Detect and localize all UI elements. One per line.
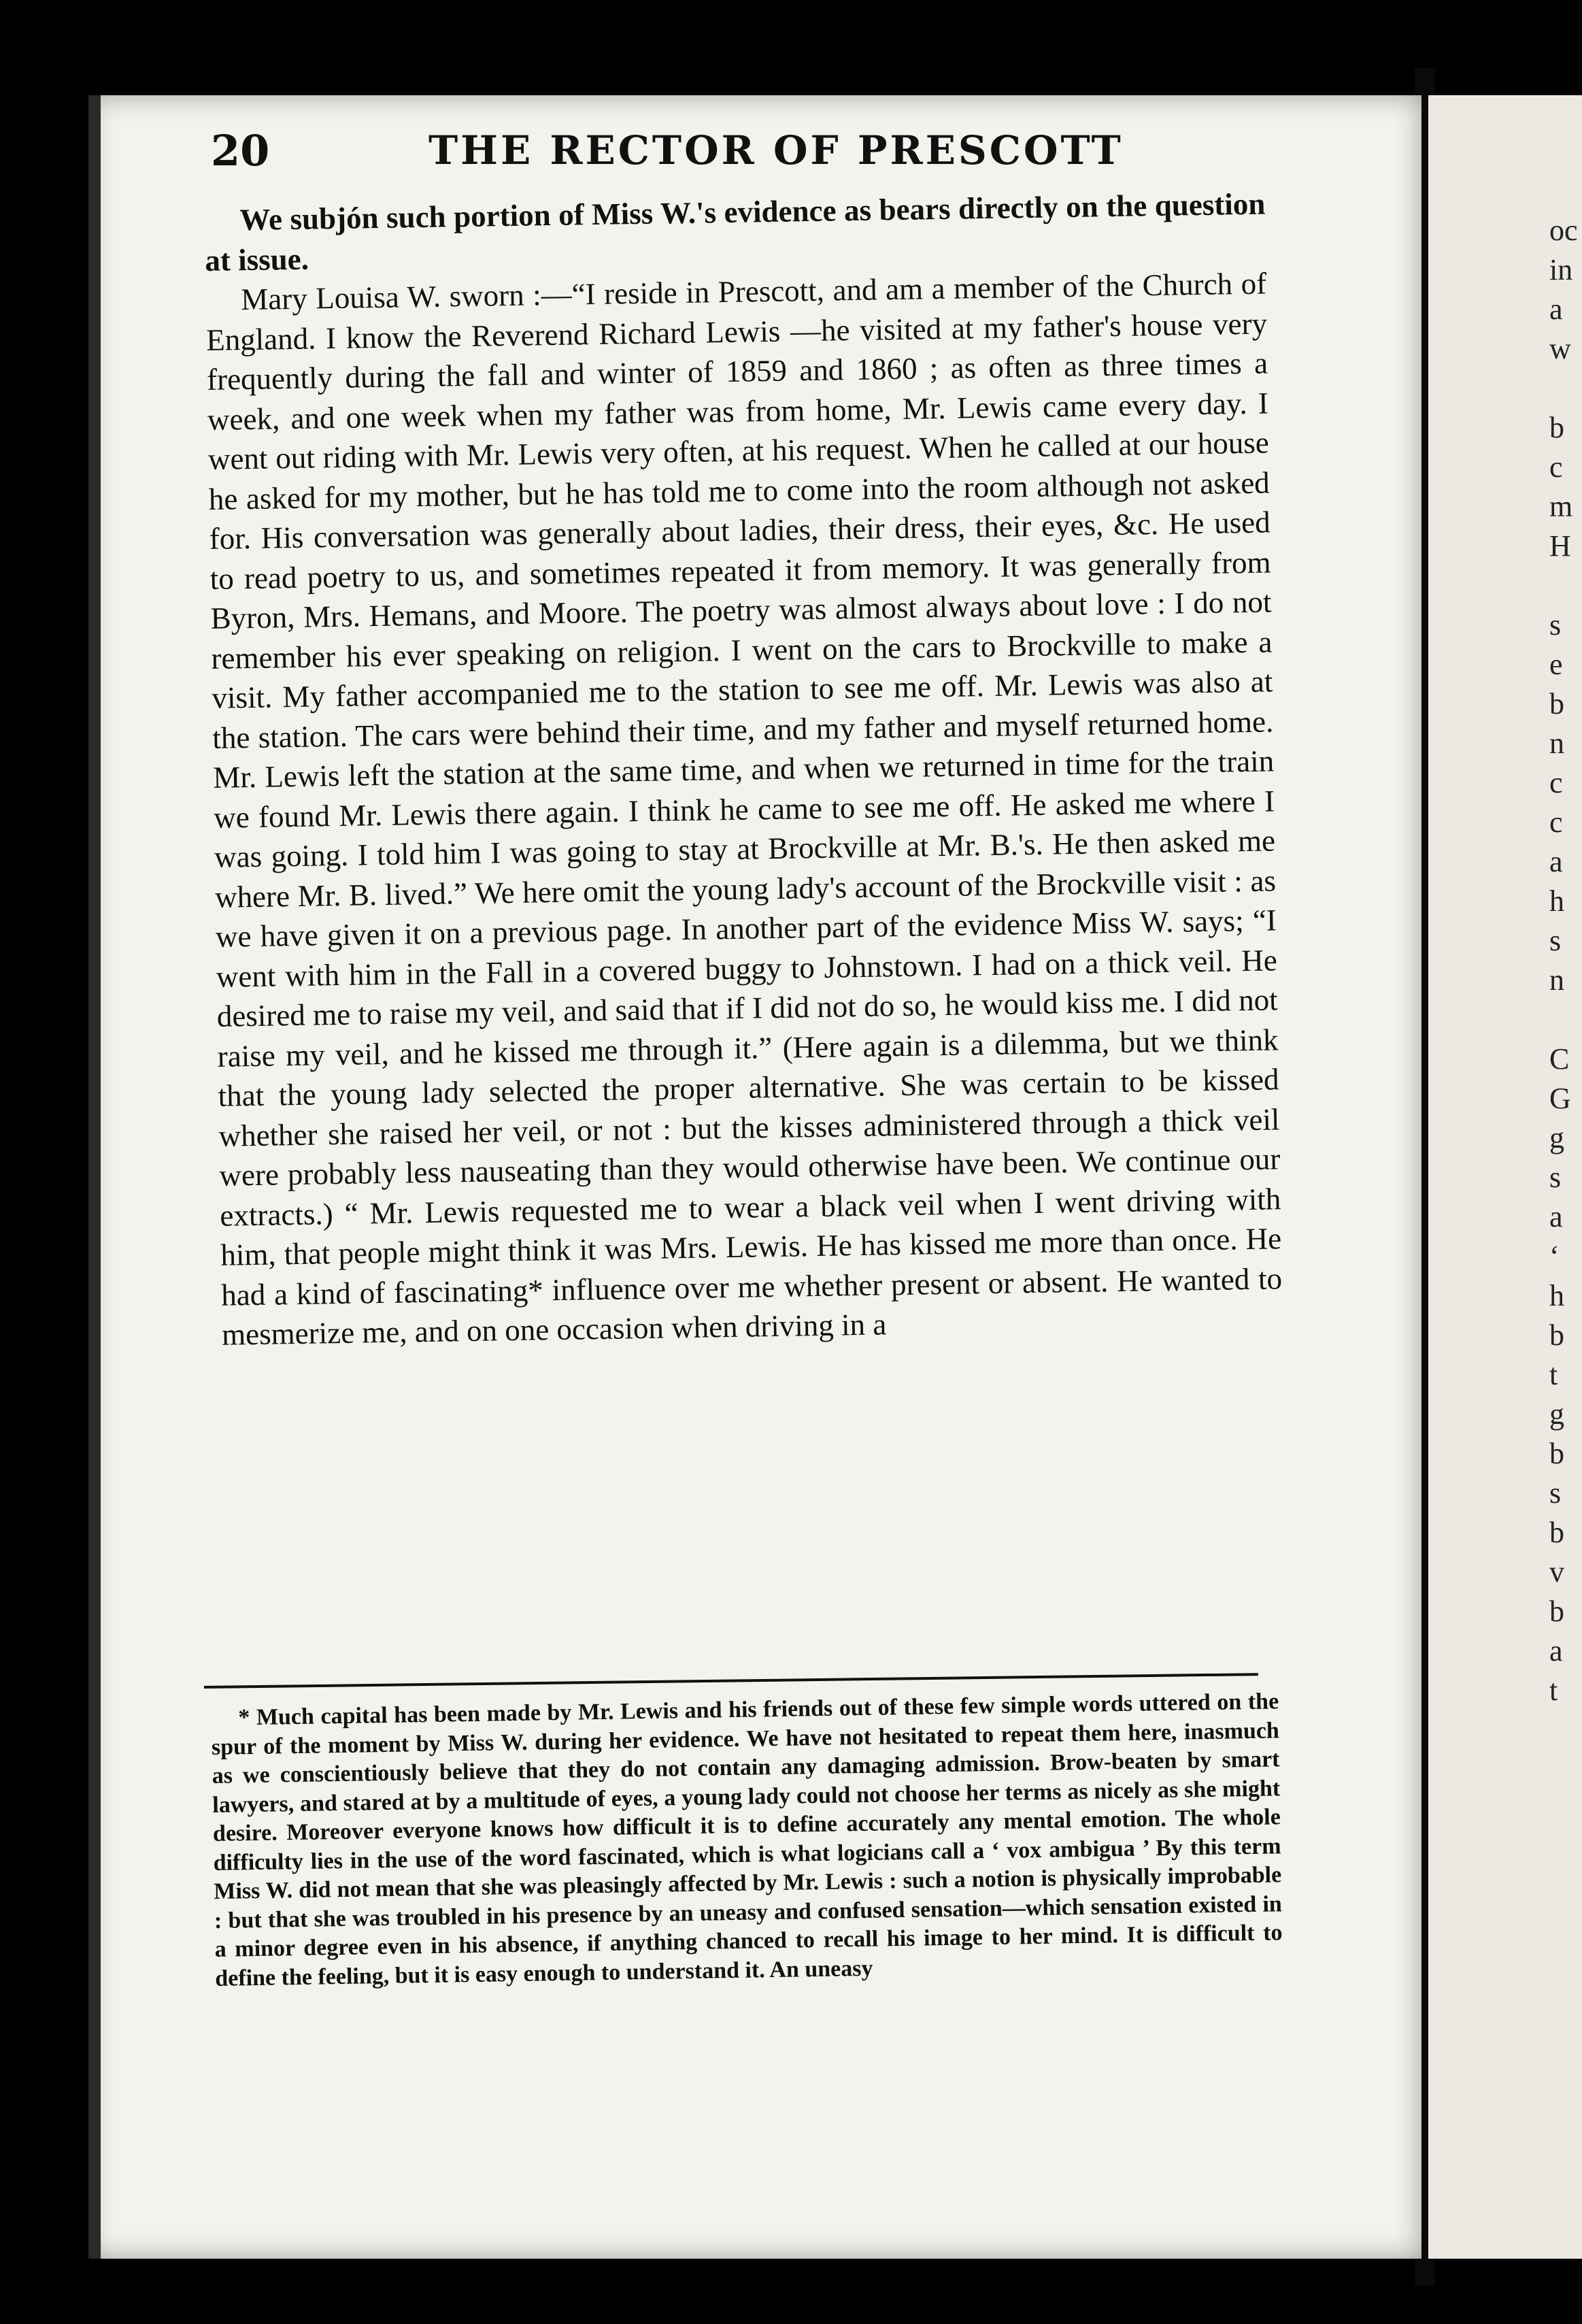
facing-page-text-fragments xyxy=(1549,211,1582,1710)
facing-page-fragment: n xyxy=(1549,727,1564,760)
facing-page-fragment: a xyxy=(1549,293,1563,326)
facing-page-fragment: t xyxy=(1549,1674,1558,1707)
intro-paragraph: We subjón such portion of Miss W.'s evidence as bears directly on the question at issue. xyxy=(204,186,1266,278)
facing-page-fragment: s xyxy=(1549,608,1562,642)
page-left-edge xyxy=(88,95,101,2259)
facing-page-fragment: a xyxy=(1549,1200,1563,1233)
facing-page-fragment: ‘ xyxy=(1549,1240,1560,1273)
facing-page-fragment: G xyxy=(1549,1082,1571,1115)
footnote-text: * Much capital has been made by Mr. Lewis and his friends out of these few simple words uttered on the spur of the moment by Miss W. during her evidence. We have not hesitated to repeat them here, inasmuch as we conscientiously believe that they do not contain any damaging admission. Brow-beaten by smart lawyers, and stared at by a multitude of eyes, a young lady could not choose her terms as nicely as she might desire. Moreover everyone knows how difficult it is to define accurately any mental emotion. The whole difficulty lies in the use of the word fascinated, which is what logicians call a ‘ vox ambigua ’ By this term Miss W. did not mean that she was pleasingly affected by Mr. Lewis : such a notion is physically improbable : but that she was troubled in his presence by an uneasy and confused sensation—which sensation existed in a minor degree even in his absence, if anything chanced to recall his image to her mind. It is difficult to define the feeling, but it is easy enough to understand it. An uneasy xyxy=(211,1689,1283,1991)
facing-page-fragment: t xyxy=(1549,1358,1558,1391)
facing-page-fragment: b xyxy=(1549,1318,1564,1352)
facing-page-fragment: h xyxy=(1549,884,1564,918)
facing-page-fragment xyxy=(1549,566,1582,605)
running-head: THE RECTOR OF PRESCOTT xyxy=(428,127,1124,173)
facing-page-fragment: s xyxy=(1549,1476,1562,1510)
facing-page-fragment: g xyxy=(1549,1121,1564,1155)
facing-page-fragment: n xyxy=(1549,963,1564,997)
facing-page-fragment xyxy=(1549,369,1582,408)
facing-page-fragment: b xyxy=(1549,1437,1564,1470)
facing-page-fragment: a xyxy=(1549,1634,1563,1667)
facing-page-fragment: b xyxy=(1549,1595,1564,1628)
facing-page-fragment: a xyxy=(1549,845,1563,878)
facing-page-fragment: m xyxy=(1549,490,1573,523)
facing-page-fragment: s xyxy=(1549,1161,1562,1194)
facing-page-fragment: b xyxy=(1549,411,1564,444)
facing-page-fragment: in xyxy=(1549,253,1573,286)
facing-page-fragment xyxy=(1549,1000,1582,1040)
body-text xyxy=(204,184,1283,1355)
facing-page-fragment: c xyxy=(1549,806,1563,839)
facing-page-fragment: v xyxy=(1549,1555,1564,1589)
facing-page-fragment: s xyxy=(1549,924,1562,957)
facing-page-fragment: c xyxy=(1549,766,1563,799)
facing-page-fragment: h xyxy=(1549,1279,1564,1312)
facing-page-fragment: g xyxy=(1549,1397,1564,1431)
footnote xyxy=(211,1687,1283,1993)
facing-page-fragment: b xyxy=(1549,1516,1564,1549)
page-number: 20 xyxy=(211,126,270,176)
page-header xyxy=(211,126,1272,187)
facing-page-fragment: e xyxy=(1549,648,1563,681)
facing-page-fragment: oc xyxy=(1549,214,1578,247)
facing-page-fragment: C xyxy=(1549,1042,1570,1076)
facing-page-fragment: c xyxy=(1549,450,1563,484)
testimony-paragraph: Mary Louisa W. sworn :—“I reside in Prescott, and am a member of the Church of England. I know the Reverend Richard Lewis —he visited at my father's house very frequently during the fall and winter of 1859 and 1860 ; as often as three times a week, and one week when my father was from home, Mr. Lewis came every day. I went out riding with Mr. Lewis very often, at his request. When he called at our house he asked for my mother, but he has told me to come into the room although not asked for. His conversation was generally about ladies, their dress, their eyes, &c. He used to read poetry to us, and sometimes repeated it from memory. It was generally from Byron, Mrs. Hemans, and Moore. The poetry was almost always about love : I do not remember his ever speaking on religion. I went on the cars to Brockville to make a visit. My father accompanied me to the station to see me off. Mr. Lewis was also at the station. The cars were behind their time, and my father and myself returned home. Mr. Lewis left the station at the same time, and when we returned in time for the train we found Mr. Lewis there again. I think he came to see me off. He asked me where I was going. I told him I was going to stay at Brockville at Mr. B.'s. He then asked me where Mr. B. lived.” We here omit the young lady's account of the Brockville visit : as we have given it on a previous page. In another part of the evidence Miss W. says; “I went with him in the Fall in a covered buggy to Johnstown. I had on a thick veil. He desired me to raise my veil, and said that if I did not do so, he would kiss me. I did not raise my veil, and he kissed me through it.” (Here again is a dilemma, but we think that the young lady selected the proper alternative. She was certain to be kissed whether she raised her veil, or not : but the kisses administered through a thick veil were probably less nauseating than they would otherwise have been. We continue our extracts.) “ Mr. Lewis requested me to wear a black veil when I went driving with him, that people might think it was Mrs. Lewis. He has kissed me more than once. He had a kind of fascinating* influence over me whether present or absent. He wanted to mesmerize me, and on one occasion when driving in a xyxy=(205,266,1283,1352)
facing-page-fragment: b xyxy=(1549,687,1564,720)
facing-page-fragment: H xyxy=(1549,529,1571,563)
facing-page-fragment: w xyxy=(1549,332,1571,365)
